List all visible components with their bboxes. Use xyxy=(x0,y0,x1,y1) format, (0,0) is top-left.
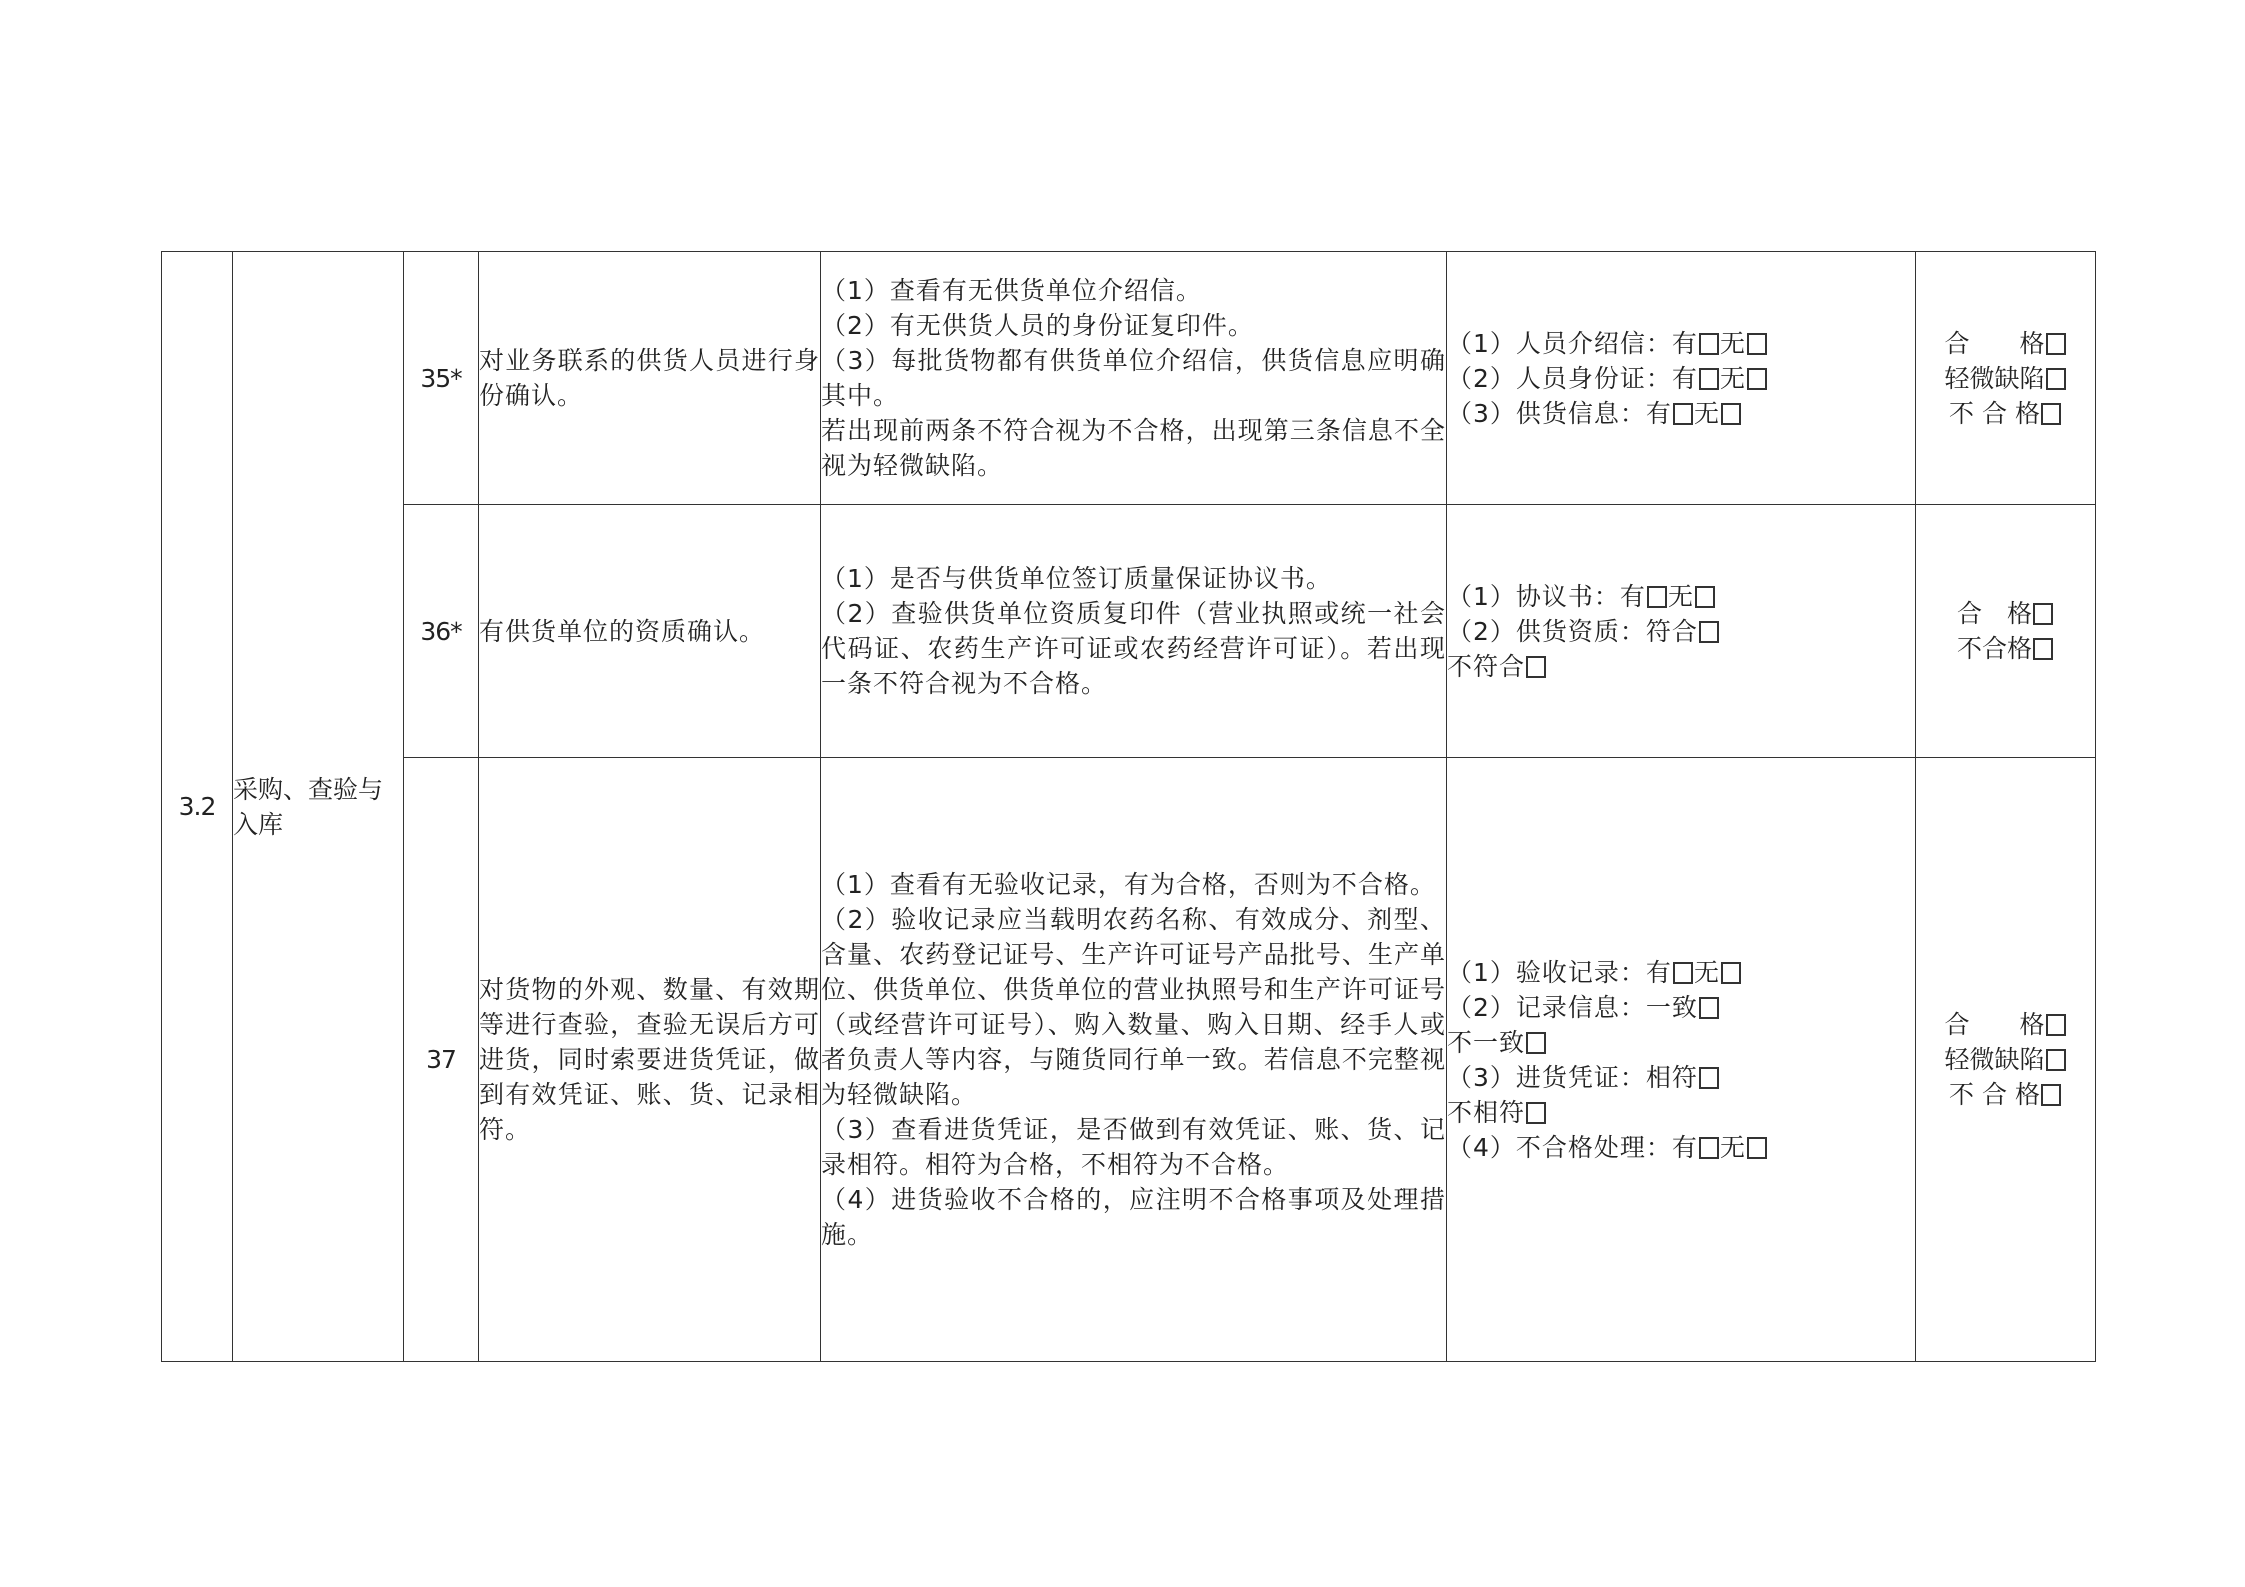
result-line xyxy=(1447,326,1915,361)
method-line: （3）查看进货凭证，是否做到有效凭证、账、货、记录相符。相符为合格，不相符为不合格。 xyxy=(821,1115,1446,1179)
method-line: （1）查看有无供货单位介绍信。 xyxy=(821,276,1202,305)
checkbox[interactable] xyxy=(2046,1049,2066,1071)
method-line: 若出现前两条不符合视为不合格，出现第三条信息不全视为轻微缺陷。 xyxy=(821,416,1446,480)
result-line xyxy=(1447,1130,1915,1165)
result-line xyxy=(1447,1095,1915,1130)
checkbox[interactable] xyxy=(2046,333,2066,355)
result-line xyxy=(1447,1025,1915,1060)
option-label: 不相符 xyxy=(1447,1097,1526,1127)
method-cell xyxy=(821,252,1447,505)
verdict-option xyxy=(1916,326,2095,361)
inspection-table xyxy=(161,251,2096,1362)
verdict-label: 轻微缺陷 xyxy=(1944,363,2045,393)
result-cell xyxy=(1447,758,1916,1362)
result-line xyxy=(1447,614,1915,649)
item-number: 36* xyxy=(404,505,479,758)
method-line: （2）有无供货人员的身份证复印件。 xyxy=(821,311,1254,340)
option-label: 有 xyxy=(1619,581,1646,611)
option-label: 有 xyxy=(1671,1132,1698,1162)
item-number: 37 xyxy=(404,758,479,1362)
checkbox[interactable] xyxy=(1526,1102,1546,1124)
verdict-label: 轻微缺陷 xyxy=(1944,1045,2045,1074)
checkbox[interactable] xyxy=(1747,1137,1767,1159)
checkbox[interactable] xyxy=(1695,586,1715,608)
verdict-label: 不合格 xyxy=(1956,634,2032,663)
result-label: （1）协议书： xyxy=(1447,581,1620,611)
checkbox[interactable] xyxy=(1699,333,1719,355)
checkbox[interactable] xyxy=(1526,1032,1546,1054)
option-label: 有 xyxy=(1671,363,1698,393)
method-cell xyxy=(821,758,1447,1362)
method-line: （3）每批货物都有供货单位介绍信，供货信息应明确其中。 xyxy=(821,346,1446,410)
result-label: （1）人员介绍信： xyxy=(1447,328,1672,358)
verdict-option xyxy=(1916,1077,2095,1112)
checkbox[interactable] xyxy=(1647,586,1667,608)
verdict-option xyxy=(1916,396,2095,431)
checkbox[interactable] xyxy=(1699,621,1719,643)
option-label: 无 xyxy=(1719,1132,1746,1162)
method-line: （2）验收记录应当载明农药名称、有效成分、剂型、含量、农药登记证号、生产许可证号产品批号、生产单位、供货单位、供货单位的营业执照号和生产许可证号（或经营许可证号）、购入数量、购入日期、经手人或者负责人等内容，与随货同行单一致。若信息不完整视为轻微缺陷。 xyxy=(821,905,1446,1109)
result-label: （2）记录信息： xyxy=(1447,992,1646,1022)
option-label: 符合 xyxy=(1645,616,1698,646)
result-label: （2）供货资质： xyxy=(1447,616,1646,646)
verdict-option xyxy=(1916,361,2095,396)
verdict-option xyxy=(1916,1007,2095,1042)
checkbox[interactable] xyxy=(2033,638,2053,660)
method-cell xyxy=(821,505,1447,758)
option-label: 不一致 xyxy=(1447,1027,1526,1057)
option-label: 不符合 xyxy=(1447,651,1526,681)
option-label: 一致 xyxy=(1645,992,1698,1022)
checkbox[interactable] xyxy=(1699,368,1719,390)
checkbox[interactable] xyxy=(1699,997,1719,1019)
checkbox[interactable] xyxy=(1721,403,1741,425)
verdict-cell xyxy=(1916,758,2096,1362)
checkbox[interactable] xyxy=(1699,1067,1719,1089)
verdict-label: 合 格 xyxy=(1956,599,2032,628)
option-label: 无 xyxy=(1719,363,1746,393)
verdict-option xyxy=(1916,596,2095,631)
requirement-cell: 有供货单位的资质确认。 xyxy=(479,505,821,758)
option-label: 有 xyxy=(1671,328,1698,358)
checkbox[interactable] xyxy=(2041,1084,2061,1106)
option-label: 有 xyxy=(1645,957,1672,987)
requirement-cell: 对业务联系的供货人员进行身份确认。 xyxy=(479,252,821,505)
result-cell xyxy=(1447,505,1916,758)
result-line xyxy=(1447,649,1915,684)
option-label: 无 xyxy=(1667,581,1694,611)
method-line: （2）查验供货单位资质复印件（营业执照或统一社会代码证、农药生产许可证或农药经营许可证）。若出现一条不符合视为不合格。 xyxy=(821,599,1446,698)
requirement-cell: 对货物的外观、数量、有效期等进行查验，查验无误后方可进货，同时索要进货凭证，做到有效凭证、账、货、记录相符。 xyxy=(479,758,821,1362)
option-label: 相符 xyxy=(1645,1062,1698,1092)
verdict-option xyxy=(1916,631,2095,666)
result-line xyxy=(1447,361,1915,396)
checkbox[interactable] xyxy=(2046,1014,2066,1036)
result-cell xyxy=(1447,252,1916,505)
verdict-label: 合 格 xyxy=(1944,1010,2045,1039)
option-label: 无 xyxy=(1719,328,1746,358)
option-label: 无 xyxy=(1693,957,1720,987)
result-line xyxy=(1447,396,1915,431)
option-label: 有 xyxy=(1645,398,1672,428)
verdict-label: 不 合 格 xyxy=(1949,1080,2040,1109)
result-label: （1）验收记录： xyxy=(1447,957,1646,987)
checkbox[interactable] xyxy=(1526,656,1546,678)
checkbox[interactable] xyxy=(2046,368,2066,390)
result-line xyxy=(1447,990,1915,1025)
result-label: （3）供货信息： xyxy=(1447,398,1646,428)
result-line xyxy=(1447,1060,1915,1095)
option-label: 无 xyxy=(1693,398,1720,428)
verdict-cell xyxy=(1916,505,2096,758)
section-title: 采购、查验与入库 xyxy=(233,252,404,1362)
method-line: （1）是否与供货单位签订质量保证协议书。 xyxy=(821,564,1332,593)
item-number: 35* xyxy=(404,252,479,505)
table-row xyxy=(162,252,2096,505)
verdict-label: 不 合 格 xyxy=(1949,398,2040,428)
result-label: （2）人员身份证： xyxy=(1447,363,1672,393)
result-line xyxy=(1447,579,1915,614)
verdict-option xyxy=(1916,1042,2095,1077)
checkbox[interactable] xyxy=(1673,962,1693,984)
method-line: （4）进货验收不合格的，应注明不合格事项及处理措施。 xyxy=(821,1185,1446,1249)
checkbox[interactable] xyxy=(1747,368,1767,390)
checkbox[interactable] xyxy=(1699,1137,1719,1159)
checkbox[interactable] xyxy=(1673,403,1693,425)
checkbox[interactable] xyxy=(1747,333,1767,355)
checkbox[interactable] xyxy=(2041,403,2061,425)
method-line: （1）查看有无验收记录，有为合格，否则为不合格。 xyxy=(821,870,1436,899)
checkbox[interactable] xyxy=(2033,603,2053,625)
table-row xyxy=(162,505,2096,758)
result-label: （4）不合格处理： xyxy=(1447,1132,1672,1162)
verdict-cell xyxy=(1916,252,2096,505)
checkbox[interactable] xyxy=(1721,962,1741,984)
table-row xyxy=(162,758,2096,1362)
result-line xyxy=(1447,955,1915,990)
verdict-label: 合 格 xyxy=(1944,328,2045,358)
result-label: （3）进货凭证： xyxy=(1447,1062,1646,1092)
section-number: 3.2 xyxy=(162,252,233,1362)
